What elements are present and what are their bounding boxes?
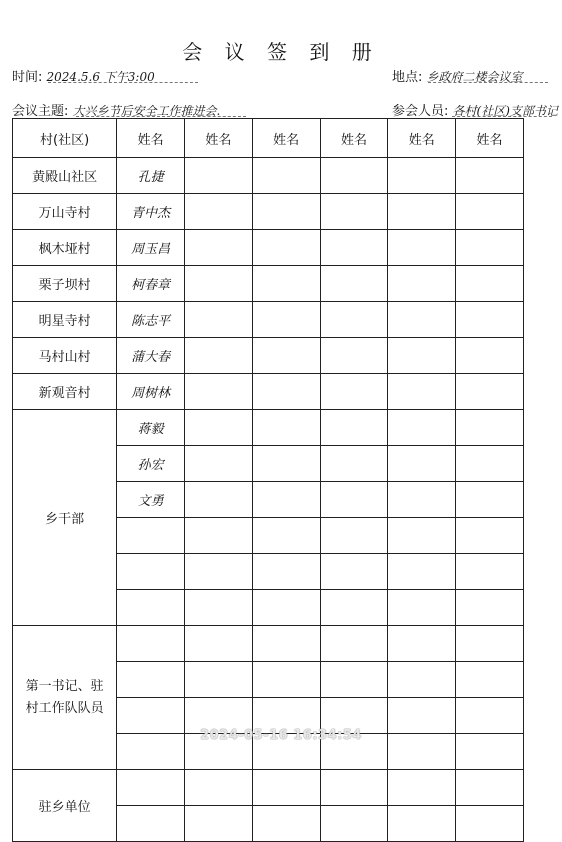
signature-cell: 文勇 <box>117 482 185 518</box>
village-cell: 栗子坝村 <box>13 266 117 302</box>
table-row <box>13 194 524 230</box>
page-title: 会 议 签 到 册 <box>182 40 380 64</box>
col-header-name: 姓名 <box>117 119 185 158</box>
col-header-name: 姓名 <box>185 119 253 158</box>
signature-cell: 周树林 <box>117 374 185 410</box>
table-row <box>13 230 524 266</box>
col-header-name: 姓名 <box>388 119 456 158</box>
col-header-village: 村(社区) <box>13 119 117 158</box>
col-header-name: 姓名 <box>252 119 320 158</box>
table-row <box>13 626 524 662</box>
topic-label: 会议主题: <box>12 104 69 119</box>
table-row <box>13 338 524 374</box>
table-row <box>13 770 524 806</box>
location-value: 乡政府二楼会议室 <box>426 70 523 84</box>
village-cell: 新观音村 <box>13 374 117 410</box>
location-label: 地点: <box>392 70 423 85</box>
time-label: 时间: <box>12 70 43 85</box>
signature-cell: 孔捷 <box>117 158 185 194</box>
table-row <box>13 410 524 446</box>
attendees-underline <box>452 116 552 117</box>
time-underline <box>48 82 198 83</box>
location-underline <box>428 82 548 83</box>
header-row <box>13 119 524 158</box>
col-header-name: 姓名 <box>456 119 524 158</box>
topic-underline <box>76 116 246 117</box>
attendees-value: 各村(社区)支部书记 <box>452 104 558 118</box>
signature-cell: 蒋毅 <box>117 410 185 446</box>
attendees-label: 参会人员: <box>392 104 449 119</box>
signature-cell: 孙宏 <box>117 446 185 482</box>
group-label-stationed: 驻乡单位 <box>13 770 117 842</box>
village-cell: 马村山村 <box>13 338 117 374</box>
signature-cell: 柯春章 <box>117 266 185 302</box>
topic-value: 大兴乡节后安全工作推进会. <box>72 104 221 118</box>
village-cell: 黄殿山社区 <box>13 158 117 194</box>
time-value: 2024.5.6 下午3:00 <box>46 70 155 84</box>
table-row <box>13 266 524 302</box>
table-row <box>13 302 524 338</box>
photo-timestamp: 2024-05-16 16:34:54 <box>200 728 362 743</box>
village-cell: 万山寺村 <box>13 194 117 230</box>
group-label-township: 乡干部 <box>13 410 117 626</box>
signature-cell: 周玉昌 <box>117 230 185 266</box>
village-cell: 明星寺村 <box>13 302 117 338</box>
table-row <box>13 158 524 194</box>
col-header-name: 姓名 <box>320 119 388 158</box>
signature-cell: 蒲大春 <box>117 338 185 374</box>
group-label-first-secretary: 第一书记、驻村工作队队员 <box>13 626 117 770</box>
signature-cell: 陈志平 <box>117 302 185 338</box>
table-row <box>13 374 524 410</box>
signature-cell: 青中杰 <box>117 194 185 230</box>
village-cell: 枫木垭村 <box>13 230 117 266</box>
